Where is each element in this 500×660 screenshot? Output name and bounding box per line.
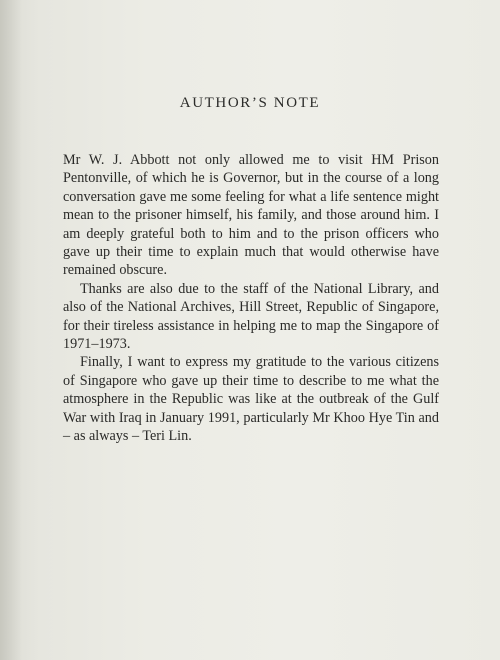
note-body <box>63 151 439 446</box>
paragraph-1: Mr W. J. Abbott not only allowed me to visit HM Prison Pentonville, of which he is Governor, but in the course of a long conversation gave me some feeling for what a life sentence might mean to the prisoner himself, his family, and those around him. I am deeply grateful both to him and to the prison officers who gave up their time to explain much that would otherwise have remained obscure. <box>63 152 439 279</box>
page-title: AUTHOR’S NOTE <box>179 95 321 111</box>
paragraph-2: Thanks are also due to the staff of the National Library, and also of the National Archives, Hill Street, Republic of Singapore, for their tireless assistance in helping me to map the Singapore of 1971–1973. <box>63 280 439 353</box>
paragraph-3: Finally, I want to express my gratitude to the various citizens of Singapore who gave up their time to describe to me what the atmosphere in the Republic was like at the outbreak of the Gulf War with Iraq in January 1991, particularly Mr Khoo Hye Tin and – as always – Teri Lin. <box>63 354 439 445</box>
